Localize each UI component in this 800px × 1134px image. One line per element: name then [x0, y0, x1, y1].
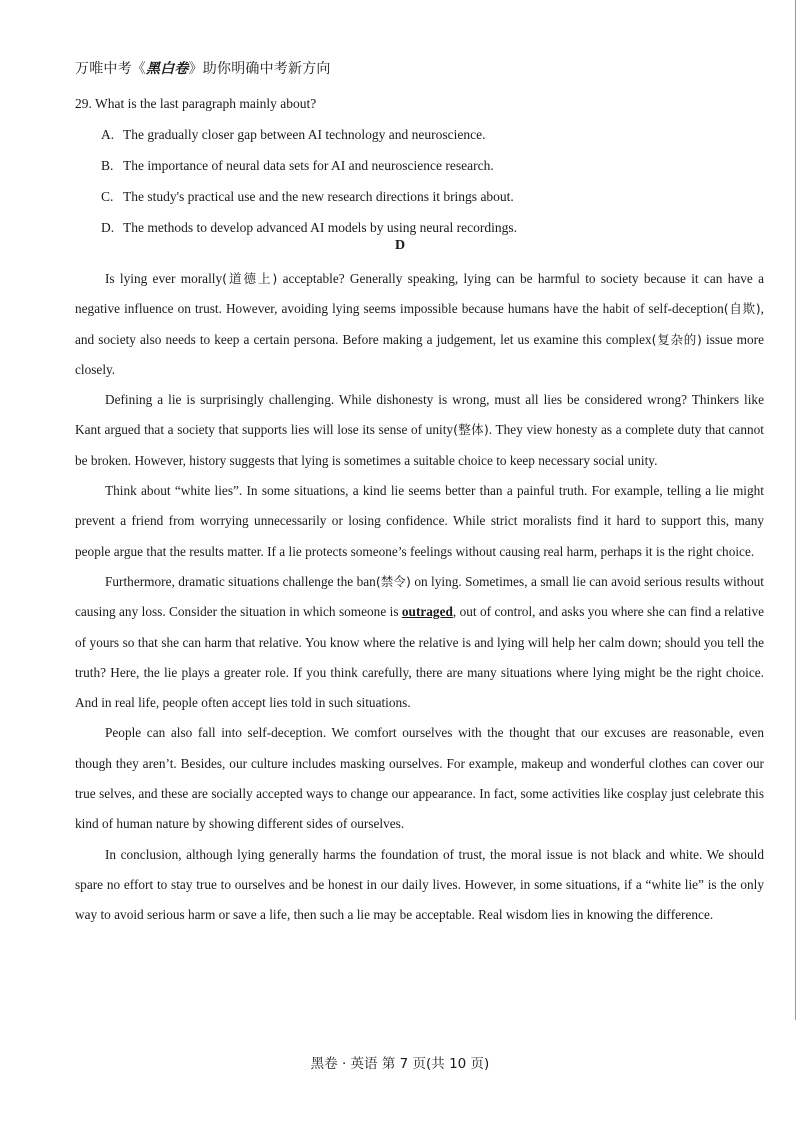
- question-stem: 29. What is the last paragraph mainly about?: [75, 96, 317, 111]
- text-run: Defining a lie is surprisingly challenging. While dishonesty is wrong, must all lies be considered wrong? Thinkers like Kant argued that a society that supports lies will lose its sense of unity: [75, 392, 764, 438]
- option-text: The study's practical use and the new research directions it brings about.: [123, 189, 514, 204]
- option-text: The methods to develop advanced AI models by using neural recordings.: [123, 220, 518, 235]
- text-run: issue more closely.: [75, 331, 764, 377]
- header-prefix: 万唯中考《: [75, 61, 146, 77]
- option-letter: C.: [101, 189, 114, 204]
- chinese-gloss: (禁令): [375, 573, 411, 589]
- paragraph-6: In conclusion, although lying generally harms the foundation of trust, the moral issue is not black and white. We should spare no effort to stay true to ourselves and be honest in our daily lives. However, in some situations, if a “white lie” is the only way to avoid serious harm or save a life, then such a lie may be acceptable. Real wisdom lies in knowing the difference.: [75, 846, 764, 923]
- text-run: Furthermore, dramatic situations challenge the ban: [105, 573, 376, 589]
- text-run: acceptable? Generally speaking, lying can be harmful to society because it can have a negative influence on trust. However, avoiding lying seems impossible because humans have the habit of self-deception: [75, 271, 764, 317]
- paragraph-1: [75, 264, 764, 385]
- paragraph-3: Think about “white lies”. In some situations, a kind lie seems better than a painful truth. For example, telling a lie might prevent a friend from worrying unnecessarily or losing confidence. While strict moralists find it hard to support this, many people argue that the results matter. If a lie protects someone’s feelings without causing real harm, perhaps it is the right choice.: [75, 483, 764, 559]
- header-suffix: 》助你明确中考新方向: [188, 61, 331, 77]
- option-letter: D.: [101, 220, 115, 235]
- chinese-gloss: (复杂的): [651, 331, 702, 347]
- option-a: [75, 119, 775, 150]
- paragraph-5: People can also fall into self-deception. We comfort ourselves with the thought that our excuses are reasonable, even though they aren’t. Besides, our culture includes masking ourselves. For example, makeup and wonderful clothes can cover our true selves, and these are socially accepted ways to change our appearance. In fact, some activities like cosplay just celebrate this kind of human nature by showing different sides of ourselves.: [75, 725, 764, 832]
- option-letter: A.: [101, 127, 115, 142]
- reading-passage: [75, 264, 764, 931]
- paragraph-2: [75, 385, 764, 476]
- option-text: The gradually closer gap between AI technology and neuroscience.: [123, 127, 486, 142]
- text-run: on lying. Sometimes, a small lie can avoid serious results without causing any loss. Consider the situation in which someone is: [75, 573, 765, 620]
- text-run: Is lying ever morally: [105, 271, 223, 286]
- option-c: [75, 181, 775, 212]
- paragraph-4: [75, 567, 764, 718]
- page-footer: 黑卷 · 英语 第 7 页(共 10 页): [310, 1056, 490, 1072]
- option-text: The importance of neural data sets for AI and neuroscience research.: [123, 158, 494, 173]
- chinese-gloss: (道德上): [222, 271, 278, 286]
- chinese-gloss: (整体): [453, 422, 489, 438]
- text-run: , and society also needs to keep a certain persona. Before making a judgement, let us examine this complex: [75, 301, 764, 347]
- section-title: D: [394, 238, 406, 253]
- page-header: [75, 58, 331, 78]
- text-run: , out of control, and asks you where she can find a relative of yours so that she can harm that relative. You know where the relative is and lying will help her calm down; should you tell the truth? Here, the lie plays a greater role. If you think carefully, there are many situations where lying might be the right choice. And in real life, people often accept lies told in such situations.: [75, 604, 764, 711]
- chinese-gloss: (自欺): [723, 301, 761, 317]
- highlighted-word: outraged: [401, 604, 453, 620]
- header-brand: 黑白卷: [146, 61, 189, 77]
- option-letter: B.: [101, 158, 114, 173]
- question-29: [75, 88, 775, 243]
- text-run: . They view honesty as a complete duty that cannot be broken. However, history suggests that lying is sometimes a suitable choice to keep necessary social unity.: [75, 422, 764, 468]
- option-b: [75, 150, 775, 181]
- page-edge-line: [795, 0, 796, 1020]
